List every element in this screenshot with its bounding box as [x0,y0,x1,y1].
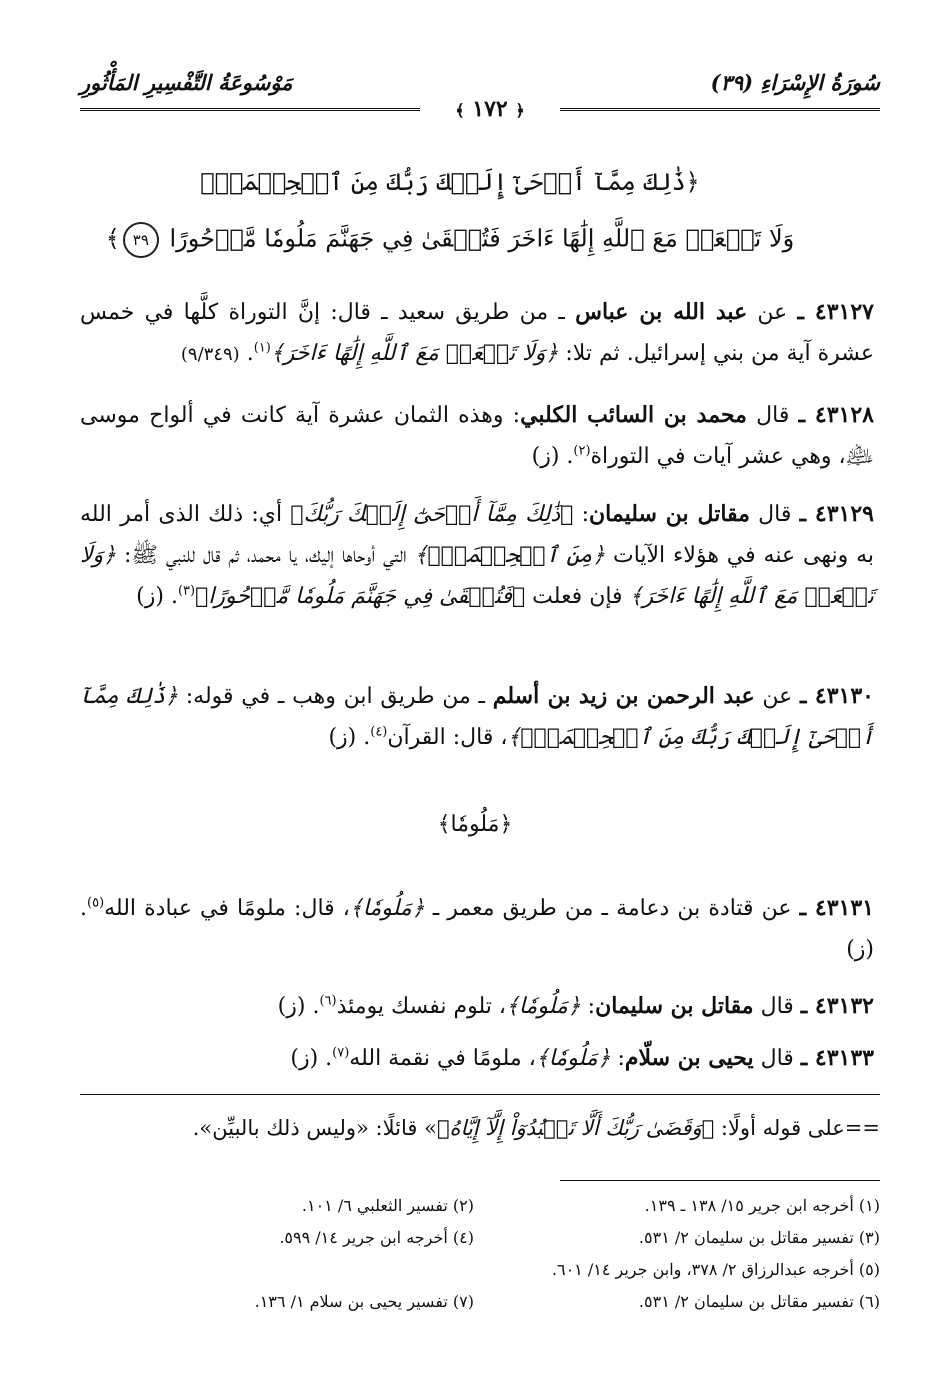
page-number-value: ١٧٢ [472,96,508,122]
verse-line-2-text: وَلَا تَجۡعَلۡ مَعَ ٱللَّهِ إِلَٰهًا ءَاخَرَ فَتُلۡقَىٰ فِي جَهَنَّمَ مَلُومٗا مَّدۡحُورًا [169,224,795,253]
entry-43133 [80,1038,874,1079]
footnote-6: (٦) تفسير مقاتل بن سليمان ٢/ ٥٣١. [638,1292,880,1311]
quran-quote: ﴿وَلَا تَجۡعَلۡ مَعَ ٱللَّهِ إِلَٰهًا ءَاخَرَ﴾ [270,341,559,366]
entry-text: أي: ذلك الذى أمر الله به ونهى عنه في هؤلاء الآيات [80,502,875,568]
quran-quote: ﴿مَلُومٗا﴾ [505,994,581,1019]
footnote-4: (٤) أخرجه ابن جرير ١٤/ ٥٩٩. [279,1228,474,1247]
entry-text: . (ز) [277,994,320,1019]
continuation-text: على قوله أولًا: [714,1116,845,1140]
entry-text: فإن فعلت [525,584,630,609]
entry-text: ـ من طريق ابن وهب ـ في قوله: [177,684,493,709]
entry-number: ٤٣١٣٠ ـ [800,683,874,709]
ornament-left: ﴾ [455,101,465,120]
ornament-right: ﴿ [515,101,525,120]
footnote-3: (٣) تفسير مقاتل بن سليمان ٢/ ٥٣١. [638,1228,880,1247]
footnote-continuation [80,1108,880,1148]
narrator-name: عبد الله بن عباس [575,299,748,325]
narrator-name: محمد بن السائب الكلبي [520,402,747,428]
footnote-ref: (٢) [573,443,591,459]
entry-text: . (ز) [136,584,178,609]
section-heading: ﴿مَلُومٗا﴾ [437,812,513,837]
verse-line-2 [100,222,800,258]
entry-number: ٤٣١٣٢ ـ [800,993,874,1019]
footnote-5: (٥) أخرجه عبدالرزاق ٢/ ٣٧٨، وابن جرير ١٤/ ٦٠١. [551,1260,880,1279]
entry-43130 [80,676,874,758]
entry-text: قال [753,994,801,1019]
narrator-name: مقاتل بن سليمان [588,501,750,527]
entry-43127 [80,292,874,375]
entry-text: : [580,994,596,1019]
narrator-name: يحيى بن سلّام [624,1045,754,1071]
entry-text: ، تلوم نفسك يومئذ [336,994,506,1019]
narrator-name: عبد الرحمن بن زيد بن أسلم [492,683,755,709]
entry-text: . (ز) [328,725,371,750]
narrator-name: مقاتل بن سليمان [595,993,754,1019]
entry-text: التي أوحاها إليك، يا محمد، ثم قال للنبي ﷺ: [116,543,415,568]
book-title: مَوْسُوعَةُ التَّفْسِيرِ المَأْثُورِ [80,70,293,95]
entry-43129 [80,494,874,617]
entry-text: ، قال: ملومًا في عبادة الله [104,896,350,921]
quran-quote: ﴿وَقَضَىٰ رَبُّكَ أَلَّا تَعۡبُدُوٓاْ إِلَّآ إِيَّاهُ﴾ [436,1116,715,1140]
footnote-separator [80,1094,880,1095]
entry-text: : وهذه الثمان عشرة آية كانت في ألواح موسى ﵇، وهي عشر آيات في التوراة [80,403,874,469]
continuation-mark: == [844,1116,880,1140]
footnote-ref: (٤) [370,724,388,740]
quran-quote: ﴿مِنَ ٱلۡحِكۡمَةِۗ﴾ [414,543,606,568]
entry-43132 [80,986,874,1027]
footnote-7: (٧) تفسير يحيى بن سلام ١/ ١٣٦. [254,1292,474,1311]
entry-text: ، قال: القرآن [387,725,508,750]
footnote-ref: (٣) [177,583,196,599]
surah-title: سُورَةُ الإِسْرَاءِ (٣٩) [710,70,880,95]
entry-text: ، ملومًا في نقمة الله [349,1046,536,1071]
quran-quote: ﴿ذَٰلِكَ مِمَّآ أَوۡحَىٰٓ إِلَيۡكَ رَبُّكَ﴾ [290,502,574,527]
entry-text: . (ز) [531,444,574,469]
entry-number: ٤٣١٢٧ ـ [797,299,874,325]
page-header [80,62,880,122]
entry-text: . (ز) [290,1046,333,1071]
entry-text: قال [746,403,799,428]
footnote-ref: (١) [253,340,271,356]
footnote-ref: (٧) [332,1045,350,1061]
entry-number: ٤٣١٢٩ ـ [799,501,874,527]
page-number [420,96,560,122]
footnote-ref: (٥) [87,895,105,911]
quran-quote: ﴿وَلَا تَجۡعَلۡ مَعَ ٱللَّهِ إِلَٰهًا ءَاخَرَ﴾ [80,543,874,609]
entry-text: عن [754,684,801,709]
footnote-ref: (٦) [319,993,337,1009]
verse-close: ﴾ [105,224,120,253]
entry-number: ٤٣١٣١ ـ [799,895,874,921]
footnotes-rule [560,1180,880,1181]
volume-ref: (٩/٣٤٩) [180,344,240,365]
footnote-1: (١) أخرجه ابن جرير ١٥/ ١٣٨ ـ ١٣٩. [644,1196,880,1215]
verse-line-1: ﴿ذَٰلِكَ مِمَّآ أَوۡحَىٰٓ إِلَيۡكَ رَبُّكَ مِنَ ٱلۡحِكۡمَةِۗ [200,168,700,196]
footnote-2: (٢) تفسير الثعلبي ٦/ ١٠١. [301,1196,474,1215]
verse-number: ٣٩ [123,222,159,258]
entry-43128 [80,395,874,477]
entry-text: . (ز) [80,896,874,962]
entry-text: : [573,502,589,527]
entry-number: ٤٣١٣٣ ـ [800,1045,874,1071]
continuation-text: » قائلًا: «وليس ذلك بالبيِّن». [192,1116,437,1140]
entry-text: ـ من طريق سعيد ـ قال: إنَّ التوراة كلَّها في خمس عشرة آية من بني إسرائيل. ثم تلا: [80,300,874,366]
entry-text: قال [749,502,800,527]
quran-quote: ﴿مَلُومٗا﴾ [535,1046,611,1071]
entry-text: عن [747,300,798,325]
entry-text: . [239,341,254,366]
entry-text: قال [753,1046,801,1071]
entry-43131 [80,888,874,970]
quran-quote: ﴿مَلُومٗا﴾ [349,896,425,921]
entry-text: عن قتادة بن دعامة ـ من طريق معمر ـ [424,896,800,921]
entry-number: ٤٣١٢٨ ـ [798,402,874,428]
quran-quote: ﴿ذَٰلِكَ مِمَّآ أَوۡحَىٰٓ إِلَيۡكَ رَبُّكَ مِنَ ٱلۡحِكۡمَةِۗ﴾ [80,684,874,750]
quran-quote: ﴿فَتُلۡقَىٰ فِي جَهَنَّمَ مَلُومٗا مَّدۡحُورًا﴾ [195,584,526,609]
entry-text: : [610,1046,625,1071]
